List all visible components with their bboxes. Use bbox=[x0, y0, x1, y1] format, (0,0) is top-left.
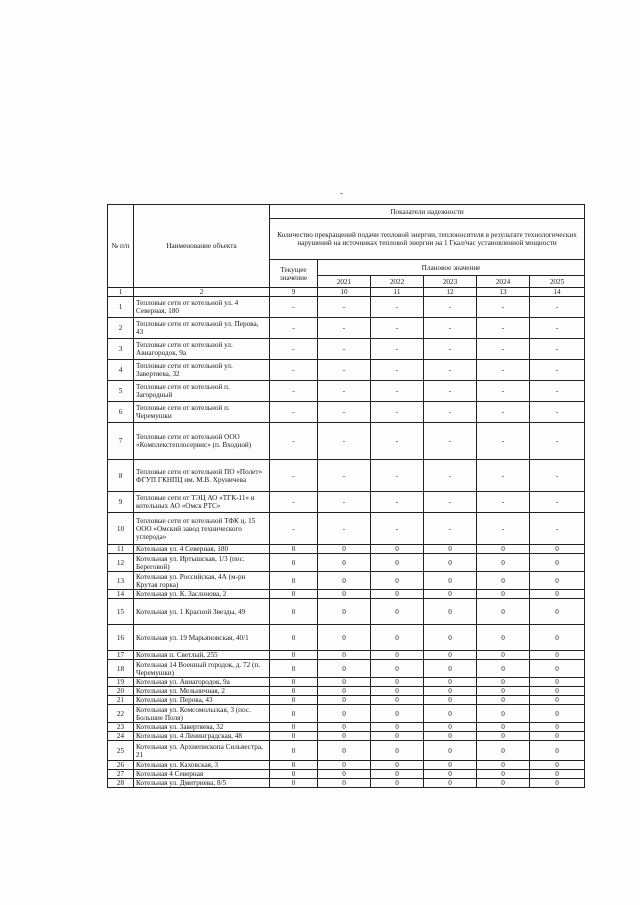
planned-value-cell: 0 bbox=[477, 779, 530, 788]
planned-value-cell: - bbox=[371, 513, 424, 545]
planned-value-cell: 0 bbox=[424, 678, 477, 687]
reliability-table bbox=[107, 204, 585, 788]
planned-value-cell: - bbox=[318, 492, 371, 513]
planned-value-cell: - bbox=[477, 381, 530, 402]
table-row bbox=[108, 723, 585, 732]
planned-value-cell: 0 bbox=[318, 732, 371, 741]
planned-value-cell: 0 bbox=[318, 761, 371, 770]
planned-value-cell: - bbox=[477, 492, 530, 513]
planned-value-cell: - bbox=[477, 360, 530, 381]
current-value-cell: - bbox=[270, 492, 318, 513]
planned-value-cell: - bbox=[477, 513, 530, 545]
current-value-cell: - bbox=[270, 297, 318, 318]
planned-value-cell: - bbox=[371, 339, 424, 360]
planned-value-cell: - bbox=[477, 402, 530, 423]
planned-value-cell: - bbox=[424, 339, 477, 360]
table-row bbox=[108, 696, 585, 705]
table-row bbox=[108, 625, 585, 651]
planned-value-cell: 0 bbox=[424, 761, 477, 770]
object-name: Котельная ул. Комсомольская, 3 (пос. Большие Поля) bbox=[134, 705, 270, 723]
current-value-cell: 0 bbox=[270, 554, 318, 572]
planned-value-cell: 0 bbox=[318, 599, 371, 625]
planned-value-cell: 0 bbox=[477, 705, 530, 723]
current-value-cell: 0 bbox=[270, 590, 318, 599]
table-row bbox=[108, 660, 585, 678]
planned-value-cell: - bbox=[530, 381, 585, 402]
planned-value-cell: 0 bbox=[424, 723, 477, 732]
planned-value-cell: 0 bbox=[477, 554, 530, 572]
scan-speck bbox=[340, 193, 343, 194]
planned-value-cell: 0 bbox=[318, 625, 371, 651]
object-name: Котельная ул. Авиагородок, 9а bbox=[134, 678, 270, 687]
object-name: Котельная ул. Завертяева, 32 bbox=[134, 723, 270, 732]
object-name: Тепловые сети от котельной ПО «Полет» ФГУП ГКНПЦ им. М.В. Хруничева bbox=[134, 460, 270, 492]
row-number: 2 bbox=[108, 318, 134, 339]
planned-value-cell: - bbox=[477, 460, 530, 492]
planned-value-cell: 0 bbox=[371, 545, 424, 554]
table-row bbox=[108, 572, 585, 590]
planned-value-cell: 0 bbox=[318, 545, 371, 554]
planned-value-cell: 0 bbox=[424, 696, 477, 705]
planned-value-cell: 0 bbox=[530, 705, 585, 723]
table-row bbox=[108, 590, 585, 599]
planned-value-cell: 0 bbox=[530, 696, 585, 705]
planned-value-cell: 0 bbox=[424, 599, 477, 625]
row-number: 25 bbox=[108, 741, 134, 761]
current-value-cell: - bbox=[270, 460, 318, 492]
current-value-cell: 0 bbox=[270, 741, 318, 761]
row-number: 13 bbox=[108, 572, 134, 590]
planned-value-cell: 0 bbox=[477, 599, 530, 625]
planned-value-cell: 0 bbox=[424, 660, 477, 678]
row-number: 10 bbox=[108, 513, 134, 545]
planned-value-cell: - bbox=[318, 297, 371, 318]
planned-value-cell: 0 bbox=[530, 660, 585, 678]
planned-value-cell: - bbox=[530, 460, 585, 492]
planned-value-cell: 0 bbox=[424, 687, 477, 696]
object-name: Тепловые сети от котельной п. Загородный bbox=[134, 381, 270, 402]
table-row bbox=[108, 423, 585, 460]
table-row bbox=[108, 297, 585, 318]
current-value-cell: 0 bbox=[270, 625, 318, 651]
current-value-cell: 0 bbox=[270, 761, 318, 770]
planned-value-cell: - bbox=[530, 513, 585, 545]
table-row bbox=[108, 545, 585, 554]
planned-value-cell: 0 bbox=[424, 545, 477, 554]
planned-value-cell: - bbox=[424, 423, 477, 460]
row-number: 14 bbox=[108, 590, 134, 599]
planned-value-cell: 0 bbox=[477, 590, 530, 599]
planned-value-cell: 0 bbox=[530, 599, 585, 625]
planned-value-cell: 0 bbox=[424, 741, 477, 761]
planned-value-cell: 0 bbox=[318, 705, 371, 723]
planned-value-cell: 0 bbox=[530, 651, 585, 660]
row-number: 20 bbox=[108, 687, 134, 696]
current-value-cell: 0 bbox=[270, 696, 318, 705]
table-row bbox=[108, 779, 585, 788]
planned-value-cell: - bbox=[371, 460, 424, 492]
col-header-planned: Плановое значение bbox=[318, 260, 585, 276]
object-name: Тепловые сети от котельной п. Черемушки bbox=[134, 402, 270, 423]
col-header-current: Текущее значение bbox=[270, 260, 318, 288]
planned-value-cell: 0 bbox=[477, 687, 530, 696]
object-name: Котельная 14 Военный городок, д. 72 (п. Черемушки) bbox=[134, 660, 270, 678]
table-row bbox=[108, 554, 585, 572]
planned-value-cell: - bbox=[424, 318, 477, 339]
current-value-cell: 0 bbox=[270, 545, 318, 554]
planned-value-cell: 0 bbox=[530, 678, 585, 687]
planned-value-cell: 0 bbox=[530, 545, 585, 554]
col-header-year: 2023 bbox=[424, 276, 477, 288]
planned-value-cell: - bbox=[318, 360, 371, 381]
current-value-cell: - bbox=[270, 360, 318, 381]
planned-value-cell: 0 bbox=[424, 625, 477, 651]
column-number: 14 bbox=[530, 288, 585, 297]
object-name: Котельная ул. Иртышская, 1/3 (пос. Береговой) bbox=[134, 554, 270, 572]
row-number: 4 bbox=[108, 360, 134, 381]
row-number: 23 bbox=[108, 723, 134, 732]
col-header-name: Наименование объекта bbox=[134, 205, 270, 288]
planned-value-cell: 0 bbox=[318, 554, 371, 572]
planned-value-cell: - bbox=[424, 402, 477, 423]
planned-value-cell: 0 bbox=[371, 732, 424, 741]
col-header-indicator-desc: Количество прекращений подачи тепловой энергии, теплоносителя в результате технологических нарушений на источниках тепловой энергии на 1 Гкал/час установленной мощности bbox=[270, 219, 585, 260]
current-value-cell: 0 bbox=[270, 572, 318, 590]
planned-value-cell: - bbox=[318, 318, 371, 339]
planned-value-cell: 0 bbox=[318, 572, 371, 590]
planned-value-cell: 0 bbox=[477, 572, 530, 590]
object-name: Котельная 4 Северная bbox=[134, 770, 270, 779]
object-name: Котельная ул. 4 Ленинградская, 48 bbox=[134, 732, 270, 741]
table-row bbox=[108, 513, 585, 545]
table-row bbox=[108, 460, 585, 492]
planned-value-cell: 0 bbox=[424, 770, 477, 779]
planned-value-cell: - bbox=[371, 492, 424, 513]
table-row bbox=[108, 360, 585, 381]
current-value-cell: 0 bbox=[270, 705, 318, 723]
planned-value-cell: - bbox=[530, 297, 585, 318]
planned-value-cell: 0 bbox=[477, 723, 530, 732]
current-value-cell: 0 bbox=[270, 770, 318, 779]
planned-value-cell: - bbox=[371, 423, 424, 460]
planned-value-cell: 0 bbox=[424, 779, 477, 788]
object-name: Котельная ул. 4 Северная, 180 bbox=[134, 545, 270, 554]
object-name: Котельная ул. Дмитриева, 8/5 bbox=[134, 779, 270, 788]
table-row bbox=[108, 599, 585, 625]
planned-value-cell: 0 bbox=[530, 741, 585, 761]
planned-value-cell: 0 bbox=[371, 590, 424, 599]
current-value-cell: - bbox=[270, 423, 318, 460]
row-number: 11 bbox=[108, 545, 134, 554]
planned-value-cell: 0 bbox=[371, 741, 424, 761]
planned-value-cell: 0 bbox=[530, 779, 585, 788]
planned-value-cell: 0 bbox=[424, 732, 477, 741]
planned-value-cell: 0 bbox=[530, 732, 585, 741]
object-name: Котельная ул. К. Заслонова, 2 bbox=[134, 590, 270, 599]
planned-value-cell: 0 bbox=[371, 554, 424, 572]
planned-value-cell: - bbox=[371, 297, 424, 318]
row-number: 19 bbox=[108, 678, 134, 687]
planned-value-cell: - bbox=[530, 318, 585, 339]
table-row bbox=[108, 687, 585, 696]
table-row bbox=[108, 761, 585, 770]
object-name: Котельная ул. Российская, 4А (м-рн Крутая горка) bbox=[134, 572, 270, 590]
table-row bbox=[108, 318, 585, 339]
column-number: 9 bbox=[270, 288, 318, 297]
row-number: 3 bbox=[108, 339, 134, 360]
row-number: 1 bbox=[108, 297, 134, 318]
planned-value-cell: - bbox=[371, 360, 424, 381]
planned-value-cell: 0 bbox=[318, 678, 371, 687]
planned-value-cell: - bbox=[318, 513, 371, 545]
object-name: Тепловые сети от котельной ул. Авиагородок, 9а bbox=[134, 339, 270, 360]
row-number: 15 bbox=[108, 599, 134, 625]
planned-value-cell: 0 bbox=[318, 687, 371, 696]
planned-value-cell: 0 bbox=[477, 625, 530, 651]
col-header-year: 2022 bbox=[371, 276, 424, 288]
planned-value-cell: 0 bbox=[371, 678, 424, 687]
current-value-cell: 0 bbox=[270, 651, 318, 660]
current-value-cell: - bbox=[270, 339, 318, 360]
table-row bbox=[108, 678, 585, 687]
col-header-num: № п/п bbox=[108, 205, 134, 288]
planned-value-cell: - bbox=[530, 423, 585, 460]
row-number: 16 bbox=[108, 625, 134, 651]
current-value-cell: 0 bbox=[270, 732, 318, 741]
planned-value-cell: 0 bbox=[424, 651, 477, 660]
planned-value-cell: - bbox=[371, 318, 424, 339]
planned-value-cell: 0 bbox=[424, 705, 477, 723]
planned-value-cell: 0 bbox=[477, 678, 530, 687]
object-name: Тепловые сети от котельной ул. Завертяева, 32 bbox=[134, 360, 270, 381]
table-row bbox=[108, 339, 585, 360]
planned-value-cell: - bbox=[477, 423, 530, 460]
current-value-cell: - bbox=[270, 318, 318, 339]
row-number: 18 bbox=[108, 660, 134, 678]
planned-value-cell: - bbox=[371, 381, 424, 402]
row-number: 26 bbox=[108, 761, 134, 770]
planned-value-cell: 0 bbox=[424, 572, 477, 590]
object-name: Котельная ул. Мельничная, 2 bbox=[134, 687, 270, 696]
row-number: 6 bbox=[108, 402, 134, 423]
col-header-indicator: Показатели надежности bbox=[270, 205, 585, 219]
planned-value-cell: - bbox=[477, 339, 530, 360]
row-number: 12 bbox=[108, 554, 134, 572]
planned-value-cell: 0 bbox=[318, 741, 371, 761]
planned-value-cell: 0 bbox=[477, 545, 530, 554]
current-value-cell: - bbox=[270, 402, 318, 423]
planned-value-cell: 0 bbox=[318, 651, 371, 660]
object-name: Котельная ул. 1 Красной Звезды, 49 bbox=[134, 599, 270, 625]
planned-value-cell: - bbox=[530, 492, 585, 513]
planned-value-cell: 0 bbox=[371, 599, 424, 625]
table-row bbox=[108, 651, 585, 660]
planned-value-cell: - bbox=[477, 297, 530, 318]
object-name: Тепловые сети от котельной ООО «Комплекстеплосервис» (п. Входной) bbox=[134, 423, 270, 460]
planned-value-cell: - bbox=[318, 339, 371, 360]
planned-value-cell: 0 bbox=[371, 572, 424, 590]
current-value-cell: - bbox=[270, 513, 318, 545]
planned-value-cell: 0 bbox=[371, 660, 424, 678]
planned-value-cell: 0 bbox=[318, 590, 371, 599]
planned-value-cell: 0 bbox=[424, 554, 477, 572]
col-header-year: 2025 bbox=[530, 276, 585, 288]
current-value-cell: 0 bbox=[270, 599, 318, 625]
object-name: Котельная ул. Архиепископа Сильвестра, 21 bbox=[134, 741, 270, 761]
planned-value-cell: 0 bbox=[477, 741, 530, 761]
table-row bbox=[108, 770, 585, 779]
current-value-cell: 0 bbox=[270, 723, 318, 732]
row-number: 28 bbox=[108, 779, 134, 788]
column-number: 12 bbox=[424, 288, 477, 297]
planned-value-cell: - bbox=[424, 492, 477, 513]
planned-value-cell: 0 bbox=[477, 651, 530, 660]
table-row bbox=[108, 741, 585, 761]
planned-value-cell: 0 bbox=[371, 625, 424, 651]
planned-value-cell: 0 bbox=[530, 770, 585, 779]
planned-value-cell: 0 bbox=[424, 590, 477, 599]
table-row bbox=[108, 381, 585, 402]
planned-value-cell: 0 bbox=[371, 723, 424, 732]
current-value-cell: - bbox=[270, 381, 318, 402]
current-value-cell: 0 bbox=[270, 779, 318, 788]
planned-value-cell: 0 bbox=[477, 732, 530, 741]
row-number: 7 bbox=[108, 423, 134, 460]
table-row bbox=[108, 492, 585, 513]
planned-value-cell: 0 bbox=[477, 761, 530, 770]
table-row bbox=[108, 732, 585, 741]
planned-value-cell: - bbox=[318, 381, 371, 402]
planned-value-cell: 0 bbox=[371, 651, 424, 660]
planned-value-cell: - bbox=[318, 402, 371, 423]
planned-value-cell: - bbox=[424, 360, 477, 381]
row-number: 5 bbox=[108, 381, 134, 402]
table-row bbox=[108, 705, 585, 723]
row-number: 27 bbox=[108, 770, 134, 779]
object-name: Котельная ул. Перова, 43 bbox=[134, 696, 270, 705]
planned-value-cell: 0 bbox=[530, 554, 585, 572]
table-row bbox=[108, 402, 585, 423]
planned-value-cell: 0 bbox=[318, 770, 371, 779]
planned-value-cell: 0 bbox=[530, 687, 585, 696]
planned-value-cell: 0 bbox=[371, 770, 424, 779]
column-number: 11 bbox=[371, 288, 424, 297]
object-name: Котельная ул. 19 Марьяновская, 40/1 bbox=[134, 625, 270, 651]
planned-value-cell: 0 bbox=[530, 572, 585, 590]
column-number: 10 bbox=[318, 288, 371, 297]
planned-value-cell: 0 bbox=[318, 696, 371, 705]
planned-value-cell: 0 bbox=[318, 779, 371, 788]
column-number: 2 bbox=[134, 288, 270, 297]
planned-value-cell: 0 bbox=[371, 705, 424, 723]
planned-value-cell: 0 bbox=[530, 723, 585, 732]
planned-value-cell: - bbox=[530, 339, 585, 360]
object-name: Котельная п. Светлый, 255 bbox=[134, 651, 270, 660]
planned-value-cell: 0 bbox=[371, 761, 424, 770]
planned-value-cell: 0 bbox=[477, 770, 530, 779]
planned-value-cell: - bbox=[318, 423, 371, 460]
row-number: 17 bbox=[108, 651, 134, 660]
row-number: 24 bbox=[108, 732, 134, 741]
planned-value-cell: 0 bbox=[371, 687, 424, 696]
planned-value-cell: 0 bbox=[530, 761, 585, 770]
planned-value-cell: 0 bbox=[530, 590, 585, 599]
planned-value-cell: 0 bbox=[371, 696, 424, 705]
row-number: 8 bbox=[108, 460, 134, 492]
planned-value-cell: - bbox=[477, 318, 530, 339]
planned-value-cell: - bbox=[424, 381, 477, 402]
object-name: Тепловые сети от котельной ул. Перова, 43 bbox=[134, 318, 270, 339]
current-value-cell: 0 bbox=[270, 660, 318, 678]
object-name: Тепловые сети от ТЭЦ АО «ТГК-11» и котельных АО «Омск РТС» bbox=[134, 492, 270, 513]
planned-value-cell: - bbox=[371, 402, 424, 423]
planned-value-cell: - bbox=[424, 297, 477, 318]
planned-value-cell: - bbox=[530, 402, 585, 423]
object-name: Тепловые сети от котельной ТФК ц. 15 ООО «Омский завод технического углерода» bbox=[134, 513, 270, 545]
planned-value-cell: - bbox=[424, 513, 477, 545]
current-value-cell: 0 bbox=[270, 687, 318, 696]
planned-value-cell: - bbox=[424, 460, 477, 492]
planned-value-cell: - bbox=[530, 360, 585, 381]
planned-value-cell: 0 bbox=[477, 660, 530, 678]
row-number: 22 bbox=[108, 705, 134, 723]
table-body bbox=[108, 297, 585, 788]
column-number: 1 bbox=[108, 288, 134, 297]
col-header-year: 2021 bbox=[318, 276, 371, 288]
row-number: 9 bbox=[108, 492, 134, 513]
planned-value-cell: 0 bbox=[318, 660, 371, 678]
column-number: 13 bbox=[477, 288, 530, 297]
object-name: Тепловые сети от котельной ул. 4 Северная, 180 bbox=[134, 297, 270, 318]
planned-value-cell: 0 bbox=[530, 625, 585, 651]
planned-value-cell: 0 bbox=[477, 696, 530, 705]
col-header-year: 2024 bbox=[477, 276, 530, 288]
column-number-row bbox=[108, 288, 585, 297]
current-value-cell: 0 bbox=[270, 678, 318, 687]
object-name: Котельная ул. Каховская, 3 bbox=[134, 761, 270, 770]
planned-value-cell: - bbox=[318, 460, 371, 492]
planned-value-cell: 0 bbox=[318, 723, 371, 732]
planned-value-cell: 0 bbox=[371, 779, 424, 788]
row-number: 21 bbox=[108, 696, 134, 705]
